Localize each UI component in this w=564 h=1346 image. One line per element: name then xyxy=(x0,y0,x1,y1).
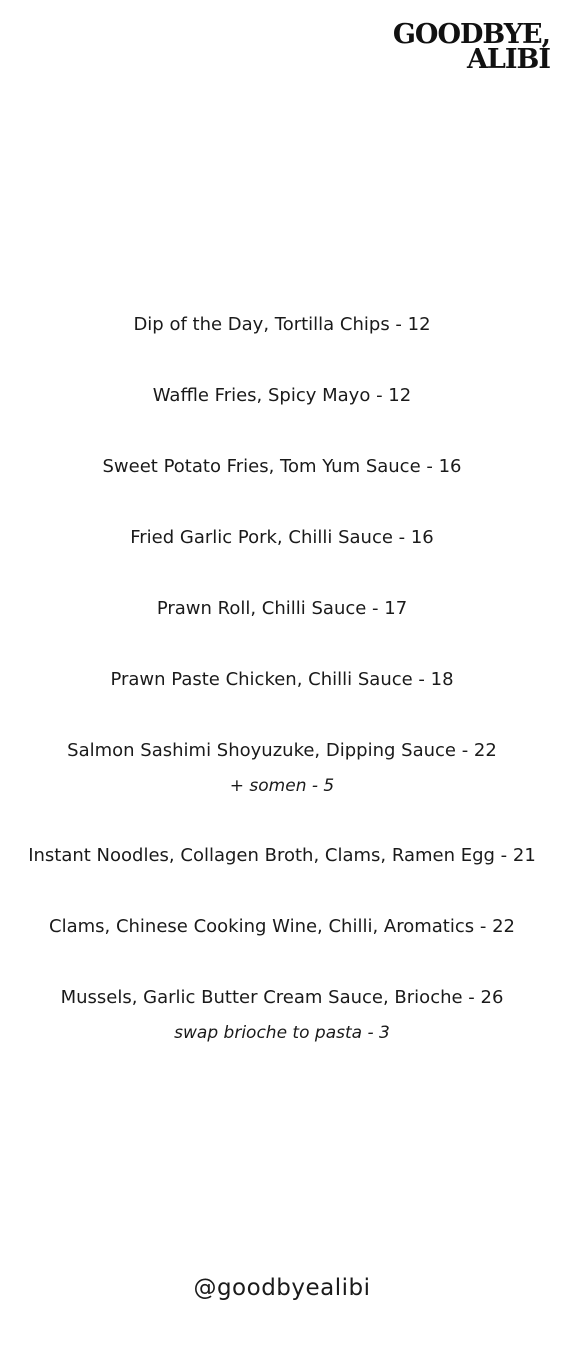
menu-item xyxy=(0,844,564,868)
menu-item-text: Mussels, Garlic Butter Cream Sauce, Brioche - 26 xyxy=(60,987,504,1008)
menu-item-text: Waffle Fries, Spicy Mayo - 12 xyxy=(152,385,412,406)
menu-item xyxy=(0,313,564,337)
menu-item-text: Prawn Roll, Chilli Sauce - 17 xyxy=(156,598,408,619)
menu-list xyxy=(0,313,564,1091)
brand-logo xyxy=(392,19,550,75)
menu-item xyxy=(0,597,564,621)
menu-item-text: Salmon Sashimi Shoyuzuke, Dipping Sauce - 22 xyxy=(67,740,497,761)
menu-item-text: Fried Garlic Pork, Chilli Sauce - 16 xyxy=(130,527,434,548)
menu-item-text: Sweet Potato Fries, Tom Yum Sauce - 16 xyxy=(102,456,462,477)
social-handle: @goodbyealibi xyxy=(193,1275,371,1301)
menu-item xyxy=(0,526,564,550)
menu-item xyxy=(0,668,564,692)
brand-logo-line1: GOODBYE, xyxy=(392,19,550,50)
menu-item-text: Prawn Paste Chicken, Chilli Sauce - 18 xyxy=(110,669,454,690)
menu-item-text: Clams, Chinese Cooking Wine, Chilli, Aromatics - 22 xyxy=(49,916,515,937)
menu-item-text: Dip of the Day, Tortilla Chips - 12 xyxy=(133,314,431,335)
menu-item xyxy=(0,384,564,408)
menu-item-addon-note: swap brioche to pasta - 3 xyxy=(174,1023,390,1043)
menu-item xyxy=(0,455,564,479)
menu-item-addon-note: + somen - 5 xyxy=(229,776,335,796)
brand-logo-line2: ALIBI xyxy=(466,44,550,75)
menu-item xyxy=(0,986,564,1045)
menu-item xyxy=(0,915,564,939)
menu-item-text: Instant Noodles, Collagen Broth, Clams, Ramen Egg - 21 xyxy=(28,845,536,866)
menu-item xyxy=(0,739,564,798)
